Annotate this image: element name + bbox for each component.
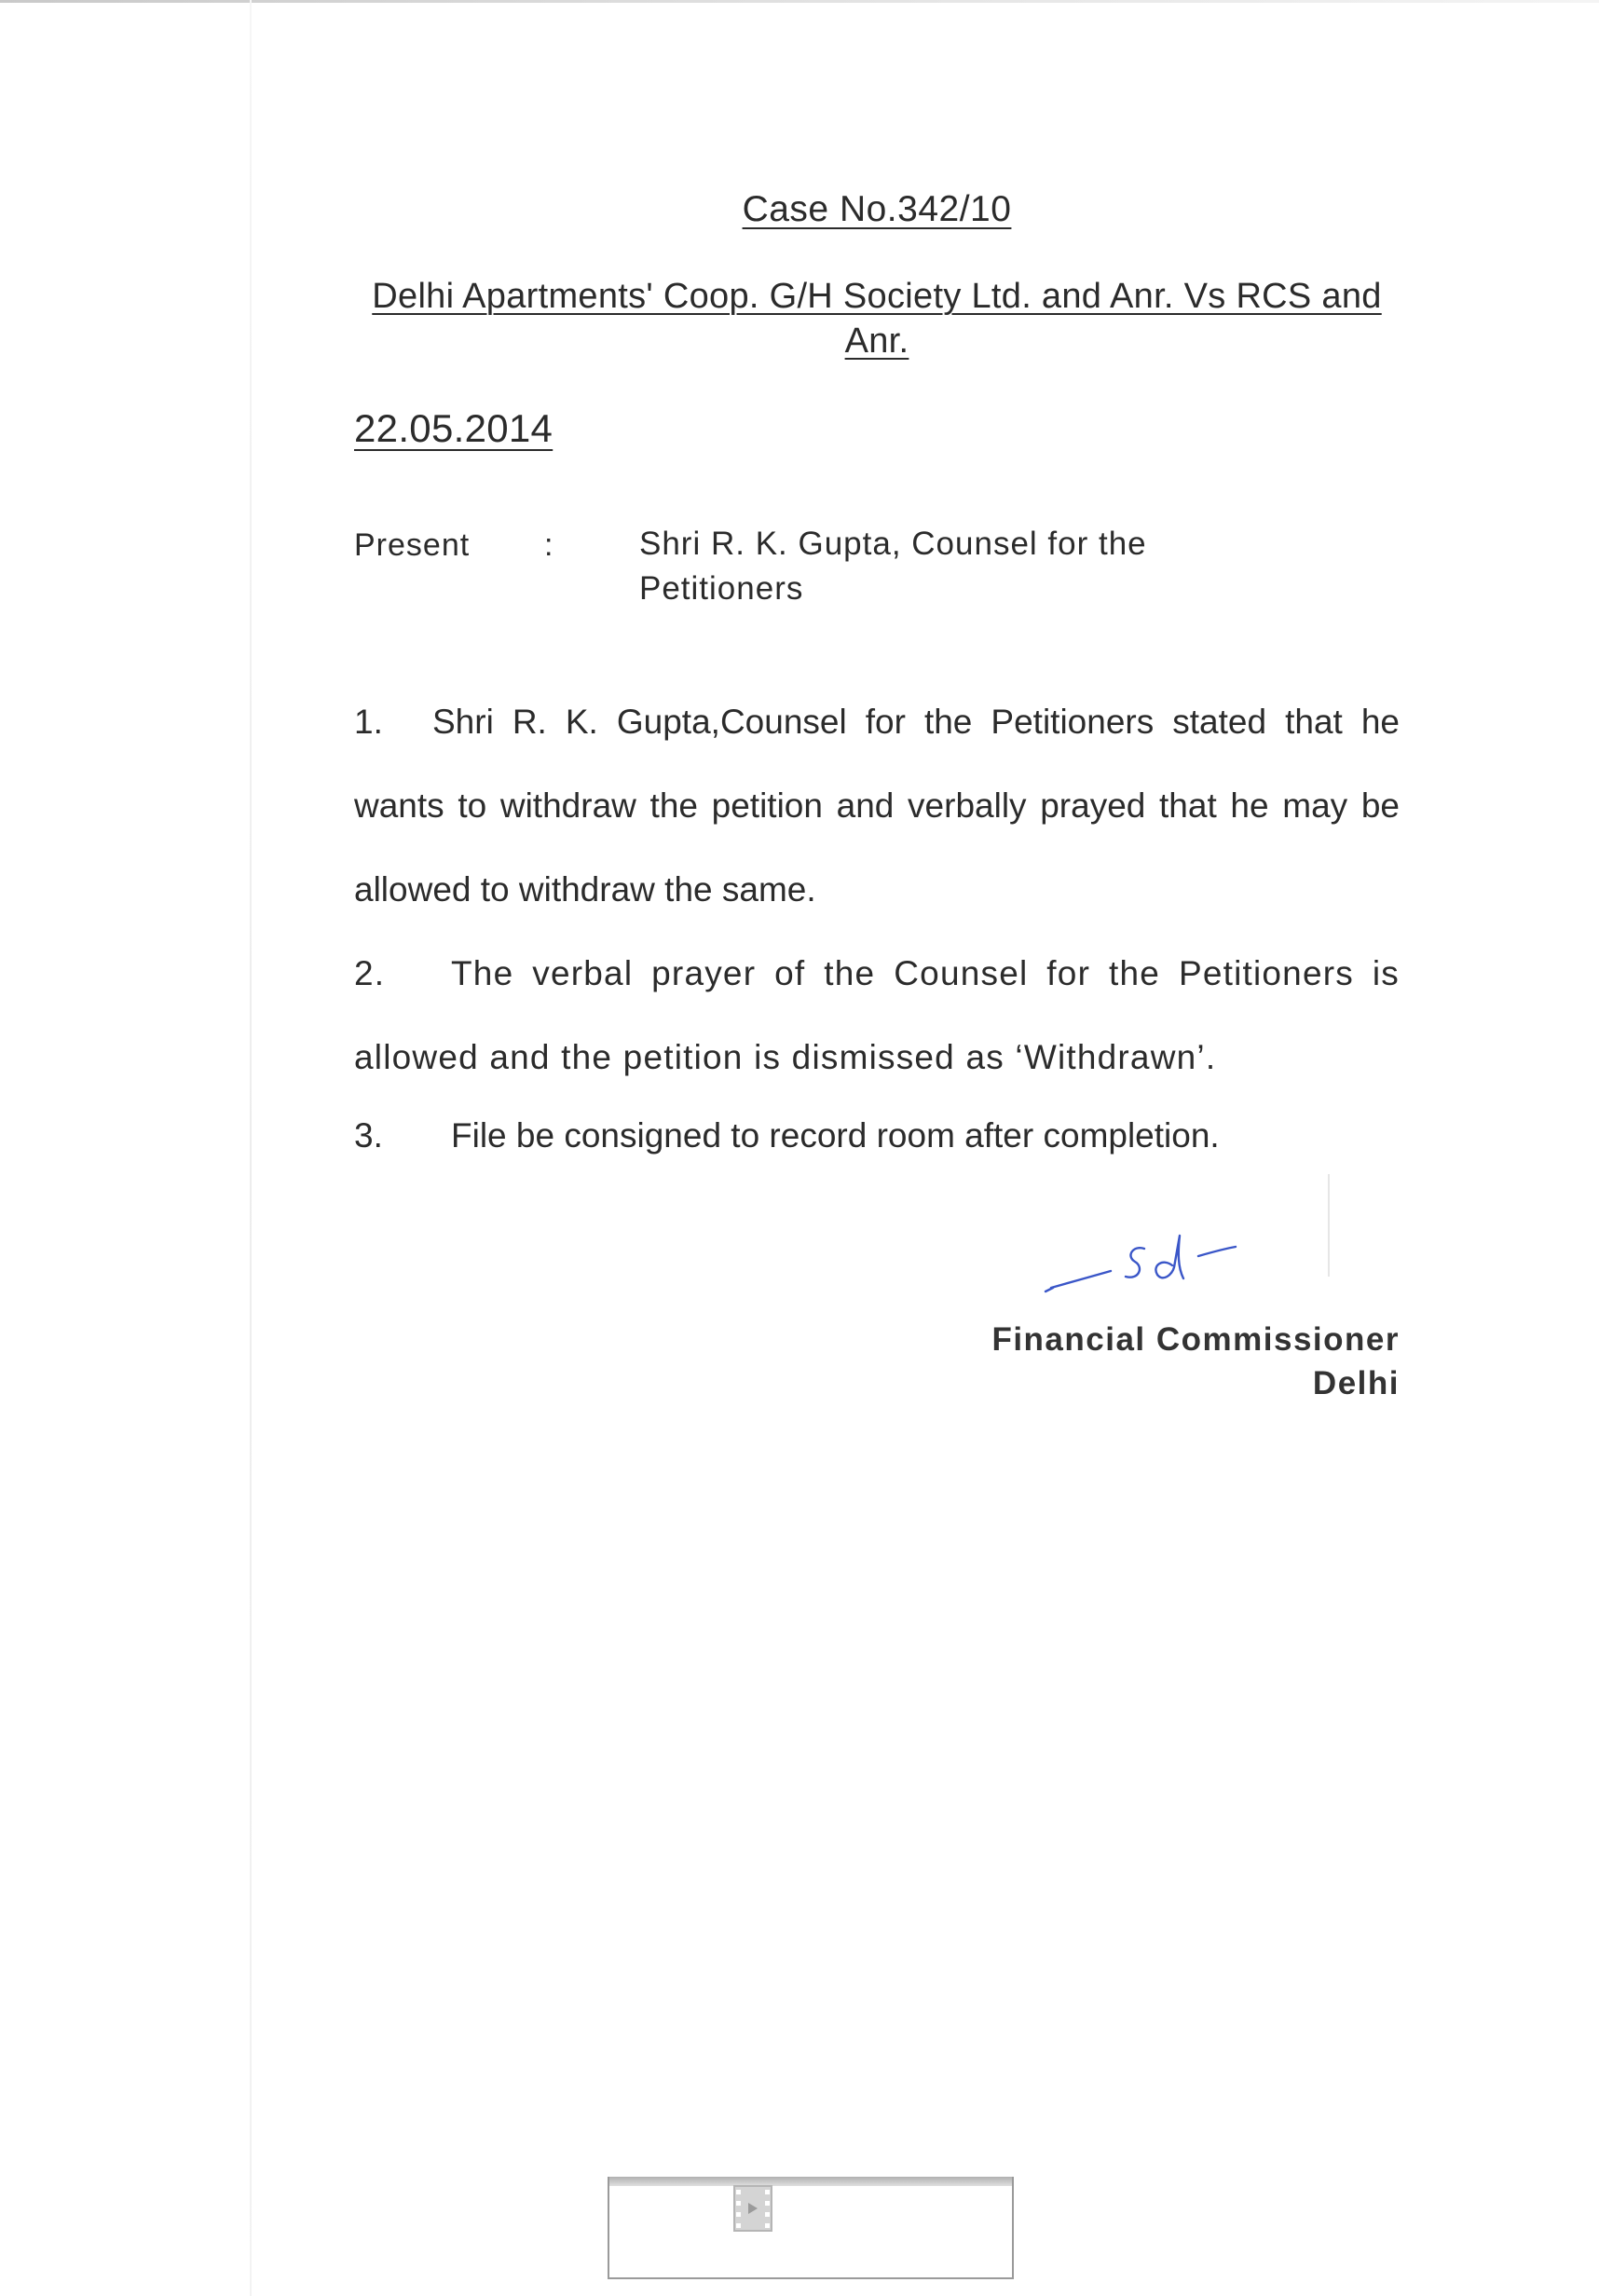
present-value: [639, 522, 1254, 611]
scan-left-edge: [250, 0, 252, 2296]
paragraph-text: File be consigned to record room after completion.: [451, 1116, 1220, 1155]
film-stamp-icon: [725, 2180, 781, 2236]
order-paragraph-1: [354, 680, 1400, 932]
case-parties-heading: [354, 274, 1400, 363]
scan-artifact-line: [1328, 1174, 1330, 1277]
paragraph-number: 3.: [354, 1116, 383, 1155]
stamp-top-edge: [609, 2177, 1012, 2186]
handwritten-signature: [1044, 1228, 1249, 1321]
signatory-title: Financial Commissioner: [991, 1321, 1400, 1358]
order-paragraph-2: [354, 932, 1400, 1100]
order-paragraph-3: [354, 1094, 1400, 1178]
case-number-heading: [354, 189, 1400, 230]
paragraph-text: The verbal prayer of the Counsel for the Petitioners is allowed and the petition is dismissed as ‘Withdrawn’.: [354, 954, 1400, 1076]
paragraph-text: Shri R. K. Gupta,Counsel for the Petitioners stated that he wants to withdraw the petition and verbally prayed that he may be allowed to withdraw the same.: [354, 703, 1400, 909]
signatory-block: [991, 1318, 1400, 1405]
order-date: 22.05.2014: [354, 406, 554, 450]
order-body: [354, 680, 1400, 1178]
present-value-line-1: Shri R. K. Gupta, Counsel for the: [639, 526, 1147, 562]
present-colon: :: [544, 527, 554, 563]
document-page: [354, 0, 1400, 2296]
parties-line-2: Anr.: [844, 321, 909, 361]
signatory-location: Delhi: [1312, 1365, 1400, 1401]
bottom-stamp-box: [608, 2177, 1014, 2279]
present-label: Present: [354, 527, 471, 563]
paragraph-number: 2.: [354, 954, 386, 992]
case-number-text: Case No.342/10: [742, 189, 1012, 229]
paragraph-number: 1.: [354, 703, 383, 741]
present-value-line-2: Petitioners: [639, 570, 804, 607]
parties-line-1: Delhi Apartments' Coop. G/H Society Ltd. and Anr. Vs RCS and: [372, 277, 1382, 316]
